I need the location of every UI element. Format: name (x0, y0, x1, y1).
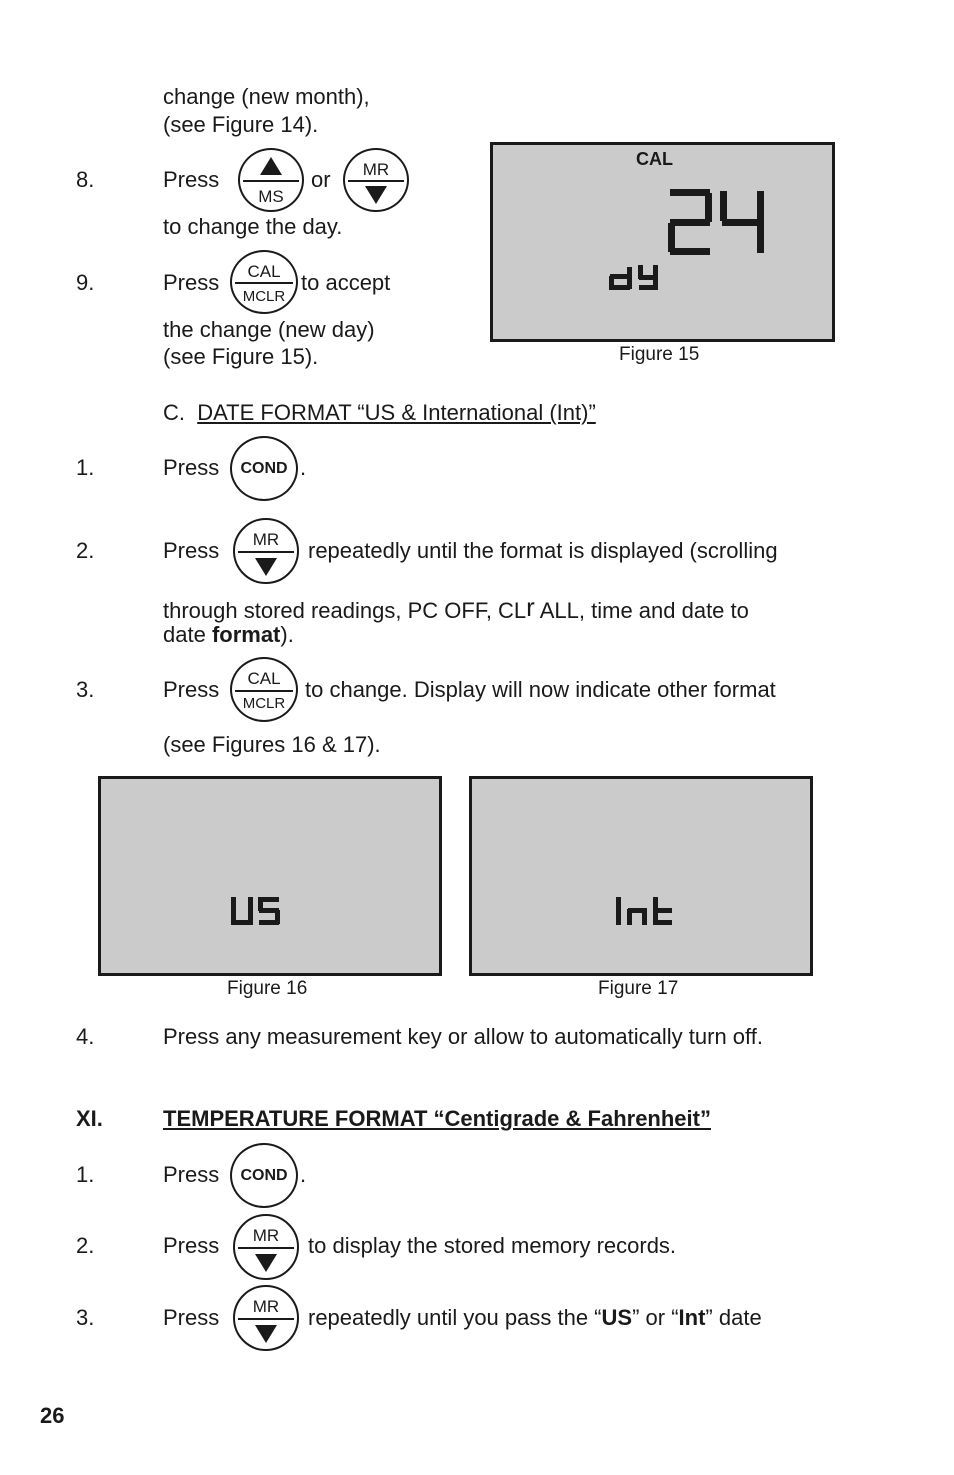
step-9-line-2: the change (new day) (163, 317, 375, 342)
mr-label: MR (252, 1226, 280, 1245)
intro-line-2: (see Figure 14). (163, 112, 319, 137)
cal-mclr-button[interactable] (230, 657, 298, 722)
figure-17-caption: Figure 17 (598, 978, 679, 999)
cal-indicator: CAL (636, 149, 673, 169)
step-9-press: Press (163, 270, 220, 295)
down-arrow-icon (255, 1254, 277, 1272)
mr-down-button[interactable] (233, 518, 299, 584)
mr-label: MR (362, 160, 390, 179)
mr-label: MR (252, 530, 280, 549)
step-8-line-2: to change the day. (163, 214, 343, 239)
cal-label: CAL (247, 262, 281, 281)
c-step-2-line-2: through stored readings, PC OFF, CLr ALL, time and date to (163, 592, 749, 623)
xi-step-1-period: . (300, 1162, 307, 1187)
xi-step-2-number: 2. (76, 1233, 95, 1258)
cond-button[interactable] (230, 1143, 298, 1208)
figure-15-caption: Figure 15 (619, 344, 700, 365)
seven-segment-readout (493, 145, 832, 339)
mr-down-button[interactable] (233, 1214, 299, 1280)
figure-16-caption: Figure 16 (227, 978, 308, 999)
down-arrow-icon (255, 558, 277, 576)
ms-label: MS (258, 187, 284, 206)
cond-button[interactable] (230, 436, 298, 501)
section-c-title: DATE FORMAT “US & International (Int)” (197, 400, 596, 425)
up-ms-button[interactable] (238, 148, 304, 212)
lcd-figure-15 (490, 142, 835, 342)
c-step-3-press: Press (163, 677, 220, 702)
mclr-label: MCLR (242, 288, 286, 305)
intro-line-1: change (new month), (163, 84, 370, 109)
us-segment-readout (101, 779, 439, 973)
step-9-number: 9. (76, 270, 95, 295)
c-step-2-text: repeatedly until the format is displayed (scrolling (308, 538, 778, 563)
step-9-line-3: (see Figure 15). (163, 344, 319, 369)
mr-label: MR (252, 1297, 280, 1316)
int-segment-readout (472, 779, 810, 973)
c-step-3-text: to change. Display will now indicate other format (305, 677, 776, 702)
xi-step-3-text: repeatedly until you pass the “US” or “Int” date (308, 1305, 762, 1330)
c-step-4-number: 4. (76, 1024, 95, 1049)
step-8-press: Press (163, 167, 220, 192)
cal-mclr-button[interactable] (230, 250, 298, 314)
step-8-or: or (311, 167, 331, 192)
up-arrow-icon (260, 157, 282, 175)
c-step-3-number: 3. (76, 677, 95, 702)
c-step-3-line-2: (see Figures 16 & 17). (163, 732, 381, 757)
down-arrow-icon (365, 186, 387, 204)
cond-label: COND (240, 1167, 288, 1184)
step-8-number: 8. (76, 167, 95, 192)
c-step-2-number: 2. (76, 538, 95, 563)
section-c-prefix: C. (163, 400, 185, 425)
mclr-label: MCLR (242, 695, 286, 712)
c-step-2-line-3: date format). (163, 622, 294, 647)
mr-down-button[interactable] (233, 1285, 299, 1351)
lcd-r-glyph: r (526, 592, 535, 622)
c-step-2-press: Press (163, 538, 220, 563)
xi-step-3-press: Press (163, 1305, 220, 1330)
c-step-4-text: Press any measurement key or allow to automatically turn off. (163, 1024, 763, 1049)
c-step-1-period: . (300, 455, 307, 480)
lcd-figure-16 (98, 776, 442, 976)
c-step-1-number: 1. (76, 455, 95, 480)
section-c-heading (163, 400, 596, 426)
xi-step-1-press: Press (163, 1162, 220, 1187)
section-xi-number: XI. (76, 1106, 103, 1131)
cal-label: CAL (247, 669, 281, 688)
cond-label: COND (240, 460, 288, 477)
xi-step-2-text: to display the stored memory records. (308, 1233, 677, 1258)
lcd-figure-17 (469, 776, 813, 976)
down-arrow-icon (255, 1325, 277, 1343)
xi-step-2-press: Press (163, 1233, 220, 1258)
mr-down-button[interactable] (343, 148, 409, 212)
c-step-1-press: Press (163, 455, 220, 480)
step-9-after: to accept (301, 270, 391, 295)
xi-step-1-number: 1. (76, 1162, 95, 1187)
section-xi-title: TEMPERATURE FORMAT “Centigrade & Fahrenheit” (163, 1106, 711, 1131)
page-number: 26 (40, 1403, 65, 1428)
xi-step-3-number: 3. (76, 1305, 95, 1330)
